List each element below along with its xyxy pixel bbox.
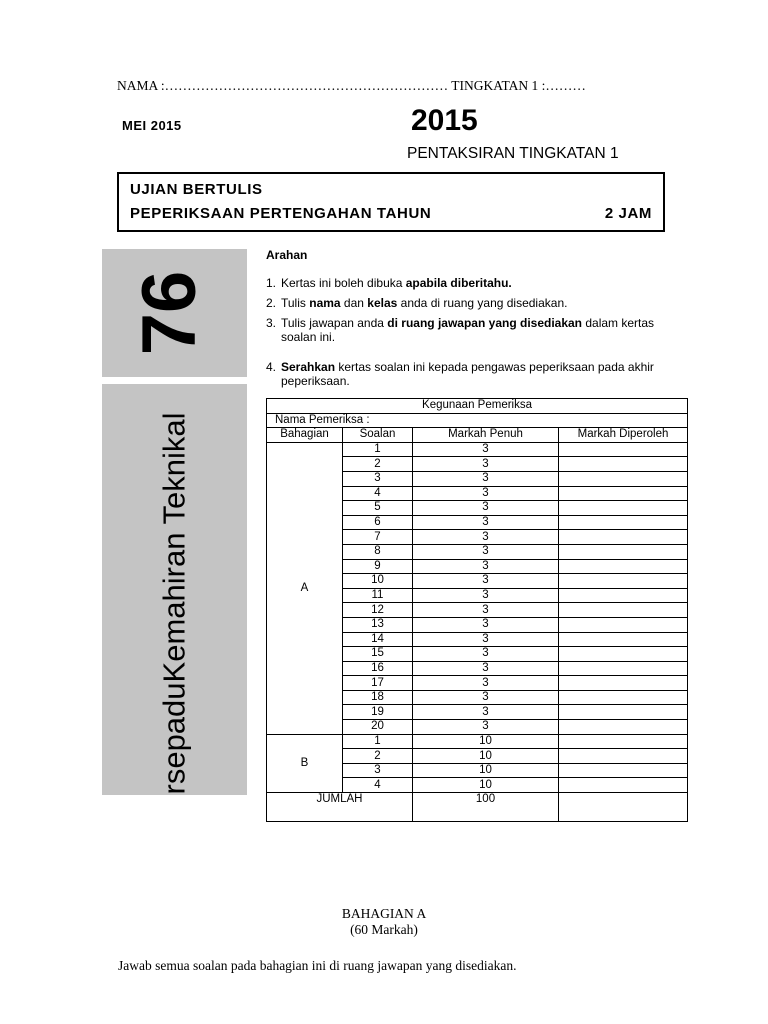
marks-obtained-cell[interactable] (559, 705, 688, 720)
full-marks: 10 (413, 763, 559, 778)
marks-obtained-cell[interactable] (559, 676, 688, 691)
marks-obtained-cell[interactable] (559, 763, 688, 778)
table-title-row (267, 399, 688, 414)
question-number: 2 (343, 457, 413, 472)
marks-obtained-cell[interactable] (559, 617, 688, 632)
examiner-name-field[interactable]: Nama Pemeriksa : (267, 413, 688, 428)
full-marks: 3 (413, 588, 559, 603)
exam-name: PENTAKSIRAN TINGKATAN 1 (407, 145, 619, 162)
section-label: B (267, 734, 343, 792)
full-marks: 10 (413, 734, 559, 749)
question-number: 5 (343, 501, 413, 516)
name-class-line (117, 78, 586, 94)
marks-obtained-cell[interactable] (559, 530, 688, 545)
section-instruction: Jawab semua soalan pada bahagian ini di ruang jawapan yang disediakan. (118, 958, 517, 973)
instruction-text: Tulis jawapan anda di ruang jawapan yang disediakan dalam kertas soalan ini. (281, 316, 655, 344)
examiner-table (266, 398, 688, 822)
marks-obtained-cell[interactable] (559, 457, 688, 472)
marks-obtained-cell[interactable] (559, 486, 688, 501)
marks-obtained-cell[interactable] (559, 442, 688, 457)
title-box (117, 172, 665, 232)
question-number: 1 (343, 442, 413, 457)
instruction-item (266, 276, 666, 290)
instruction-number: 3. (266, 316, 277, 330)
question-number: 2 (343, 749, 413, 764)
full-marks: 3 (413, 471, 559, 486)
full-marks: 3 (413, 544, 559, 559)
total-obtained-cell[interactable] (559, 793, 688, 822)
marks-obtained-cell[interactable] (559, 544, 688, 559)
marks-obtained-cell[interactable] (559, 647, 688, 662)
instruction-item (266, 360, 666, 388)
instruction-text: Tulis nama dan kelas anda di ruang yang disediakan. (281, 296, 568, 310)
question-number: 1 (343, 734, 413, 749)
full-marks: 3 (413, 530, 559, 545)
question-number: 12 (343, 603, 413, 618)
question-number: 20 (343, 720, 413, 735)
question-number: 16 (343, 661, 413, 676)
exam-month: MEI 2015 (122, 118, 182, 133)
examiner-row (267, 413, 688, 428)
marks-obtained-cell[interactable] (559, 574, 688, 589)
marks-obtained-cell[interactable] (559, 749, 688, 764)
marks-obtained-cell[interactable] (559, 588, 688, 603)
full-marks: 3 (413, 647, 559, 662)
question-number: 19 (343, 705, 413, 720)
marks-obtained-cell[interactable] (559, 501, 688, 516)
marks-obtained-cell[interactable] (559, 661, 688, 676)
exam-duration: 2 JAM (604, 205, 652, 222)
instruction-item (266, 296, 666, 310)
instructions-block (266, 248, 666, 394)
full-marks: 3 (413, 676, 559, 691)
marks-obtained-cell[interactable] (559, 720, 688, 735)
column-header: Markah Diperoleh (559, 428, 688, 443)
marks-obtained-cell[interactable] (559, 515, 688, 530)
full-marks: 3 (413, 603, 559, 618)
exam-year: 2015 (411, 104, 478, 137)
question-number: 7 (343, 530, 413, 545)
full-marks: 3 (413, 501, 559, 516)
question-number: 14 (343, 632, 413, 647)
question-number: 3 (343, 471, 413, 486)
section-heading (0, 906, 768, 938)
instruction-item (266, 316, 666, 344)
full-marks: 3 (413, 705, 559, 720)
column-header: Bahagian (267, 428, 343, 443)
full-marks: 3 (413, 661, 559, 676)
marks-obtained-cell[interactable] (559, 559, 688, 574)
full-marks: 3 (413, 486, 559, 501)
marks-obtained-cell[interactable] (559, 632, 688, 647)
question-number: 8 (343, 544, 413, 559)
marks-obtained-cell[interactable] (559, 690, 688, 705)
question-number: 17 (343, 676, 413, 691)
section-marks: (60 Markah) (350, 922, 418, 937)
question-number: 10 (343, 574, 413, 589)
full-marks: 3 (413, 720, 559, 735)
full-marks: 3 (413, 559, 559, 574)
marks-obtained-cell[interactable] (559, 734, 688, 749)
full-marks: 10 (413, 778, 559, 793)
paper-type: UJIAN BERTULIS (130, 181, 263, 198)
marks-obtained-cell[interactable] (559, 471, 688, 486)
total-full-marks: 100 (413, 793, 559, 822)
table-title: Kegunaan Pemeriksa (267, 399, 688, 414)
full-marks: 3 (413, 457, 559, 472)
question-number: 3 (343, 763, 413, 778)
full-marks: 3 (413, 617, 559, 632)
full-marks: 3 (413, 632, 559, 647)
question-number: 18 (343, 690, 413, 705)
question-number: 9 (343, 559, 413, 574)
section-label: A (267, 442, 343, 734)
full-marks: 10 (413, 749, 559, 764)
instruction-text: Kertas ini boleh dibuka apabila diberitahu. (281, 276, 512, 290)
table-header-row (267, 428, 688, 443)
marks-obtained-cell[interactable] (559, 603, 688, 618)
table-row (267, 734, 688, 749)
full-marks: 3 (413, 515, 559, 530)
full-marks: 3 (413, 574, 559, 589)
instructions-title: Arahan (266, 248, 308, 262)
instruction-number: 1. (266, 276, 277, 290)
instruction-number: 2. (266, 296, 277, 310)
name-field-label: NAMA :……………………………………………………… TINGKATAN 1 :……… (117, 78, 586, 93)
question-number: 4 (343, 486, 413, 501)
side-subject-panel (102, 384, 247, 795)
question-number: 15 (343, 647, 413, 662)
question-number: 11 (343, 588, 413, 603)
full-marks: 3 (413, 442, 559, 457)
total-row (267, 793, 688, 822)
section-title: BAHAGIAN A (341, 906, 427, 921)
total-label: JUMLAH (267, 793, 413, 822)
question-number: 13 (343, 617, 413, 632)
column-header: Markah Penuh (413, 428, 559, 443)
full-marks: 3 (413, 690, 559, 705)
column-header: Soalan (343, 428, 413, 443)
exam-title: PEPERIKSAAN PERTENGAHAN TAHUN (130, 205, 432, 222)
marks-obtained-cell[interactable] (559, 778, 688, 793)
question-number: 4 (343, 778, 413, 793)
instruction-number: 4. (266, 360, 277, 374)
subject-code: 76 (127, 270, 212, 356)
table-row (267, 442, 688, 457)
instruction-text: Serahkan kertas soalan ini kepada pengawas peperiksaan pada akhir peperiksaan. (281, 360, 654, 388)
subject-name-vertical: rsepaduKemahiran Teknikal (156, 412, 192, 795)
question-number: 6 (343, 515, 413, 530)
